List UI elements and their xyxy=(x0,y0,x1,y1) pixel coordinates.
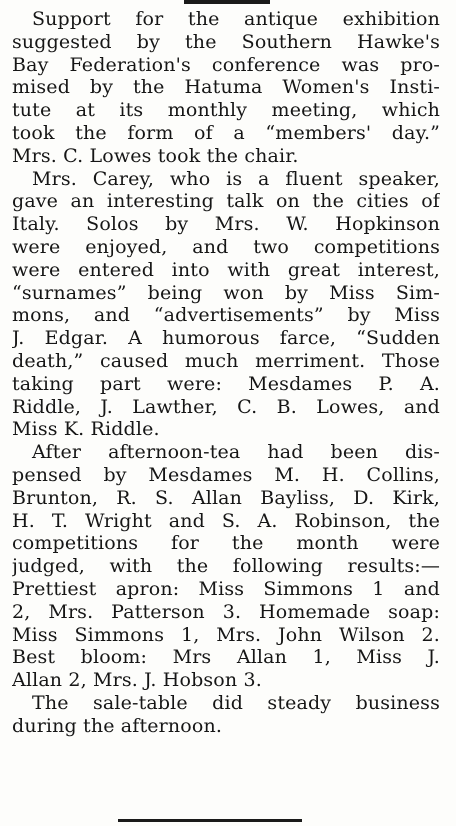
text-line: Miss K. Riddle. xyxy=(12,418,160,441)
top-column-rule xyxy=(184,0,270,4)
text-line: Italy. Solos by Mrs. W. Hopkinson xyxy=(12,213,440,236)
text-line: 2, Mrs. Patterson 3. Homemade soap: xyxy=(12,600,440,623)
text-line: After afternoon-tea had been dis- xyxy=(32,441,440,464)
text-line: Prettiest apron: Miss Simmons 1 and xyxy=(12,577,440,600)
text-line: Best bloom: Mrs Allan 1, Miss J. xyxy=(12,646,440,669)
text-line: were entered into with great interest, xyxy=(12,258,440,281)
text-line: Allan 2, Mrs. J. Hobson 3. xyxy=(12,669,262,692)
text-line: Mrs. Carey, who is a fluent speaker, xyxy=(32,167,440,190)
text-line: Bay Federation's conference was pro- xyxy=(12,53,440,76)
text-line: suggested by the Southern Hawke's xyxy=(12,30,440,53)
text-line: taking part were: Mesdames P. A. xyxy=(12,372,440,395)
text-line: The sale-table did steady business xyxy=(32,691,440,714)
paragraph-competitions xyxy=(12,441,440,692)
text-line: competitions for the month were xyxy=(12,532,440,555)
text-line: during the afternoon. xyxy=(12,714,223,737)
text-line: judged, with the following results:— xyxy=(12,555,440,578)
text-line: pensed by Mesdames M. H. Collins, xyxy=(12,463,440,486)
paragraph-talk xyxy=(12,168,440,442)
text-line: were enjoyed, and two competitions xyxy=(12,235,440,258)
text-line: Riddle, J. Lawther, C. B. Lowes, and xyxy=(12,395,440,418)
paragraph-exhibition xyxy=(12,8,440,168)
text-line: Mrs. C. Lowes took the chair. xyxy=(12,144,299,167)
text-line: Miss Simmons 1, Mrs. John Wilson 2. xyxy=(12,623,440,646)
article-body xyxy=(12,8,440,738)
text-line: Brunton, R. S. Allan Bayliss, D. Kirk, xyxy=(12,486,440,509)
text-line: mons, and “advertisements” by Miss xyxy=(12,304,440,327)
paragraph-sale-table xyxy=(12,692,440,738)
text-line: death,” caused much merriment. Those xyxy=(12,349,440,372)
text-line: H. T. Wright and S. A. Robinson, the xyxy=(12,509,440,532)
text-line: mised by the Hatuma Women's Insti- xyxy=(12,76,440,99)
bottom-column-rule xyxy=(118,819,302,822)
text-line: Support for the antique exhibition xyxy=(32,8,440,30)
text-line: “surnames” being won by Miss Sim- xyxy=(12,281,440,304)
text-line: gave an interesting talk on the cities of xyxy=(12,190,440,213)
text-line: J. Edgar. A humorous farce, “Sudden xyxy=(12,327,440,350)
text-line: took the form of a “members' day.” xyxy=(12,121,440,144)
text-line: tute at its monthly meeting, which xyxy=(12,99,440,122)
